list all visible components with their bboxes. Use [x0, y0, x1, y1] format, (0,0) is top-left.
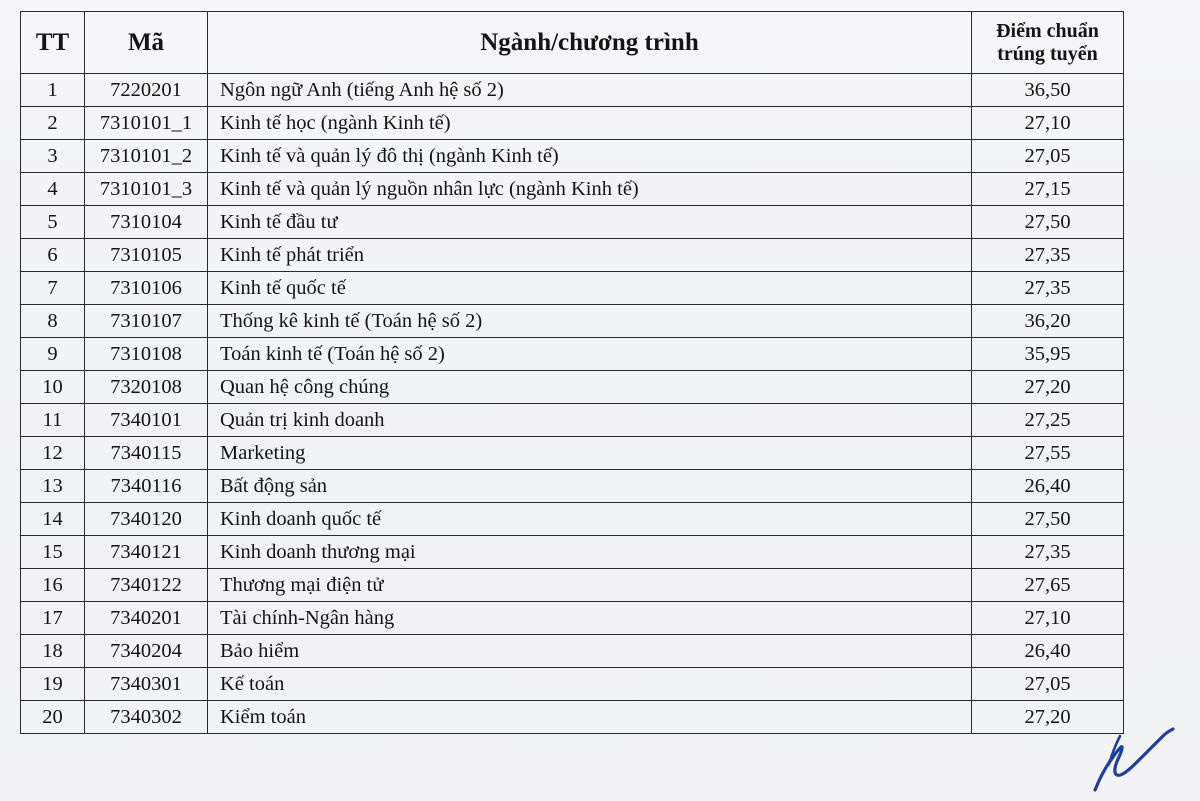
admission-scores-table [20, 11, 1124, 734]
row-program-cell: Ngôn ngữ Anh (tiếng Anh hệ số 2) [208, 74, 972, 107]
signature-icon [1085, 724, 1175, 794]
row-program-cell: Thống kê kinh tế (Toán hệ số 2) [208, 305, 972, 338]
header-code: Mã [85, 12, 208, 74]
table-body [21, 74, 1124, 734]
row-program-cell: Thương mại điện tử [208, 569, 972, 602]
row-score-cell: 27,35 [972, 272, 1124, 305]
row-code-cell: 7340302 [85, 701, 208, 734]
row-score-cell: 27,50 [972, 503, 1124, 536]
row-code-cell: 7340115 [85, 437, 208, 470]
table-row [21, 338, 1124, 371]
row-score-cell: 27,55 [972, 437, 1124, 470]
row-tt-cell: 19 [21, 668, 85, 701]
header-program: Ngành/chương trình [208, 12, 972, 74]
row-program-cell: Toán kinh tế (Toán hệ số 2) [208, 338, 972, 371]
row-program-cell: Kinh doanh quốc tế [208, 503, 972, 536]
row-tt-cell: 10 [21, 371, 85, 404]
table-row [21, 602, 1124, 635]
row-score-cell: 36,20 [972, 305, 1124, 338]
row-program-cell: Kế toán [208, 668, 972, 701]
row-program-cell: Bảo hiểm [208, 635, 972, 668]
row-program-cell: Kinh tế đầu tư [208, 206, 972, 239]
row-score-cell: 26,40 [972, 470, 1124, 503]
row-code-cell: 7340101 [85, 404, 208, 437]
table-row [21, 107, 1124, 140]
row-code-cell: 7340301 [85, 668, 208, 701]
row-code-cell: 7340116 [85, 470, 208, 503]
row-code-cell: 7310106 [85, 272, 208, 305]
row-score-cell: 35,95 [972, 338, 1124, 371]
row-tt-cell: 7 [21, 272, 85, 305]
row-code-cell: 7310101_1 [85, 107, 208, 140]
row-score-cell: 27,05 [972, 668, 1124, 701]
row-code-cell: 7340204 [85, 635, 208, 668]
row-score-cell: 27,65 [972, 569, 1124, 602]
row-tt-cell: 15 [21, 536, 85, 569]
table-row [21, 239, 1124, 272]
row-tt-cell: 16 [21, 569, 85, 602]
row-score-cell: 27,10 [972, 602, 1124, 635]
row-score-cell: 36,50 [972, 74, 1124, 107]
table-row [21, 206, 1124, 239]
table-row [21, 569, 1124, 602]
row-score-cell: 27,50 [972, 206, 1124, 239]
row-tt-cell: 2 [21, 107, 85, 140]
header-row [21, 12, 1124, 74]
row-tt-cell: 18 [21, 635, 85, 668]
table-row [21, 635, 1124, 668]
row-code-cell: 7310101_3 [85, 173, 208, 206]
table-row [21, 470, 1124, 503]
row-program-cell: Kinh tế và quản lý nguồn nhân lực (ngành Kinh tế) [208, 173, 972, 206]
row-program-cell: Kinh doanh thương mại [208, 536, 972, 569]
row-code-cell: 7310105 [85, 239, 208, 272]
row-code-cell: 7310108 [85, 338, 208, 371]
row-program-cell: Kiểm toán [208, 701, 972, 734]
row-program-cell: Kinh tế và quản lý đô thị (ngành Kinh tế) [208, 140, 972, 173]
row-code-cell: 7340120 [85, 503, 208, 536]
row-tt-cell: 13 [21, 470, 85, 503]
row-program-cell: Tài chính-Ngân hàng [208, 602, 972, 635]
row-score-cell: 27,35 [972, 239, 1124, 272]
row-code-cell: 7310104 [85, 206, 208, 239]
row-tt-cell: 3 [21, 140, 85, 173]
row-code-cell: 7340121 [85, 536, 208, 569]
table-header [21, 12, 1124, 74]
header-tt: TT [21, 12, 85, 74]
row-tt-cell: 9 [21, 338, 85, 371]
row-code-cell: 7310101_2 [85, 140, 208, 173]
table-row [21, 404, 1124, 437]
row-score-cell: 26,40 [972, 635, 1124, 668]
row-program-cell: Bất động sản [208, 470, 972, 503]
row-score-cell: 27,05 [972, 140, 1124, 173]
row-program-cell: Kinh tế quốc tế [208, 272, 972, 305]
row-tt-cell: 4 [21, 173, 85, 206]
row-tt-cell: 5 [21, 206, 85, 239]
row-tt-cell: 14 [21, 503, 85, 536]
row-score-cell: 27,20 [972, 371, 1124, 404]
table-row [21, 140, 1124, 173]
row-tt-cell: 6 [21, 239, 85, 272]
table-row [21, 668, 1124, 701]
row-program-cell: Kinh tế phát triển [208, 239, 972, 272]
table-row [21, 74, 1124, 107]
row-tt-cell: 17 [21, 602, 85, 635]
row-program-cell: Marketing [208, 437, 972, 470]
row-score-cell: 27,15 [972, 173, 1124, 206]
row-program-cell: Kinh tế học (ngành Kinh tế) [208, 107, 972, 140]
table-row [21, 701, 1124, 734]
row-score-cell: 27,25 [972, 404, 1124, 437]
table-row [21, 272, 1124, 305]
row-tt-cell: 11 [21, 404, 85, 437]
table-row [21, 437, 1124, 470]
table-row [21, 173, 1124, 206]
table-row [21, 305, 1124, 338]
row-code-cell: 7340201 [85, 602, 208, 635]
row-program-cell: Quan hệ công chúng [208, 371, 972, 404]
row-code-cell: 7320108 [85, 371, 208, 404]
table-row [21, 371, 1124, 404]
header-score [972, 12, 1124, 74]
header-score-line1: Điểm chuẩn [996, 19, 1099, 42]
header-score-line2: trúng tuyển [997, 42, 1098, 65]
row-tt-cell: 20 [21, 701, 85, 734]
row-score-cell: 27,10 [972, 107, 1124, 140]
row-code-cell: 7310107 [85, 305, 208, 338]
row-tt-cell: 1 [21, 74, 85, 107]
row-code-cell: 7220201 [85, 74, 208, 107]
table-row [21, 536, 1124, 569]
row-program-cell: Quản trị kinh doanh [208, 404, 972, 437]
row-code-cell: 7340122 [85, 569, 208, 602]
row-tt-cell: 12 [21, 437, 85, 470]
row-score-cell: 27,20 [972, 701, 1124, 734]
table-row [21, 503, 1124, 536]
row-score-cell: 27,35 [972, 536, 1124, 569]
row-tt-cell: 8 [21, 305, 85, 338]
